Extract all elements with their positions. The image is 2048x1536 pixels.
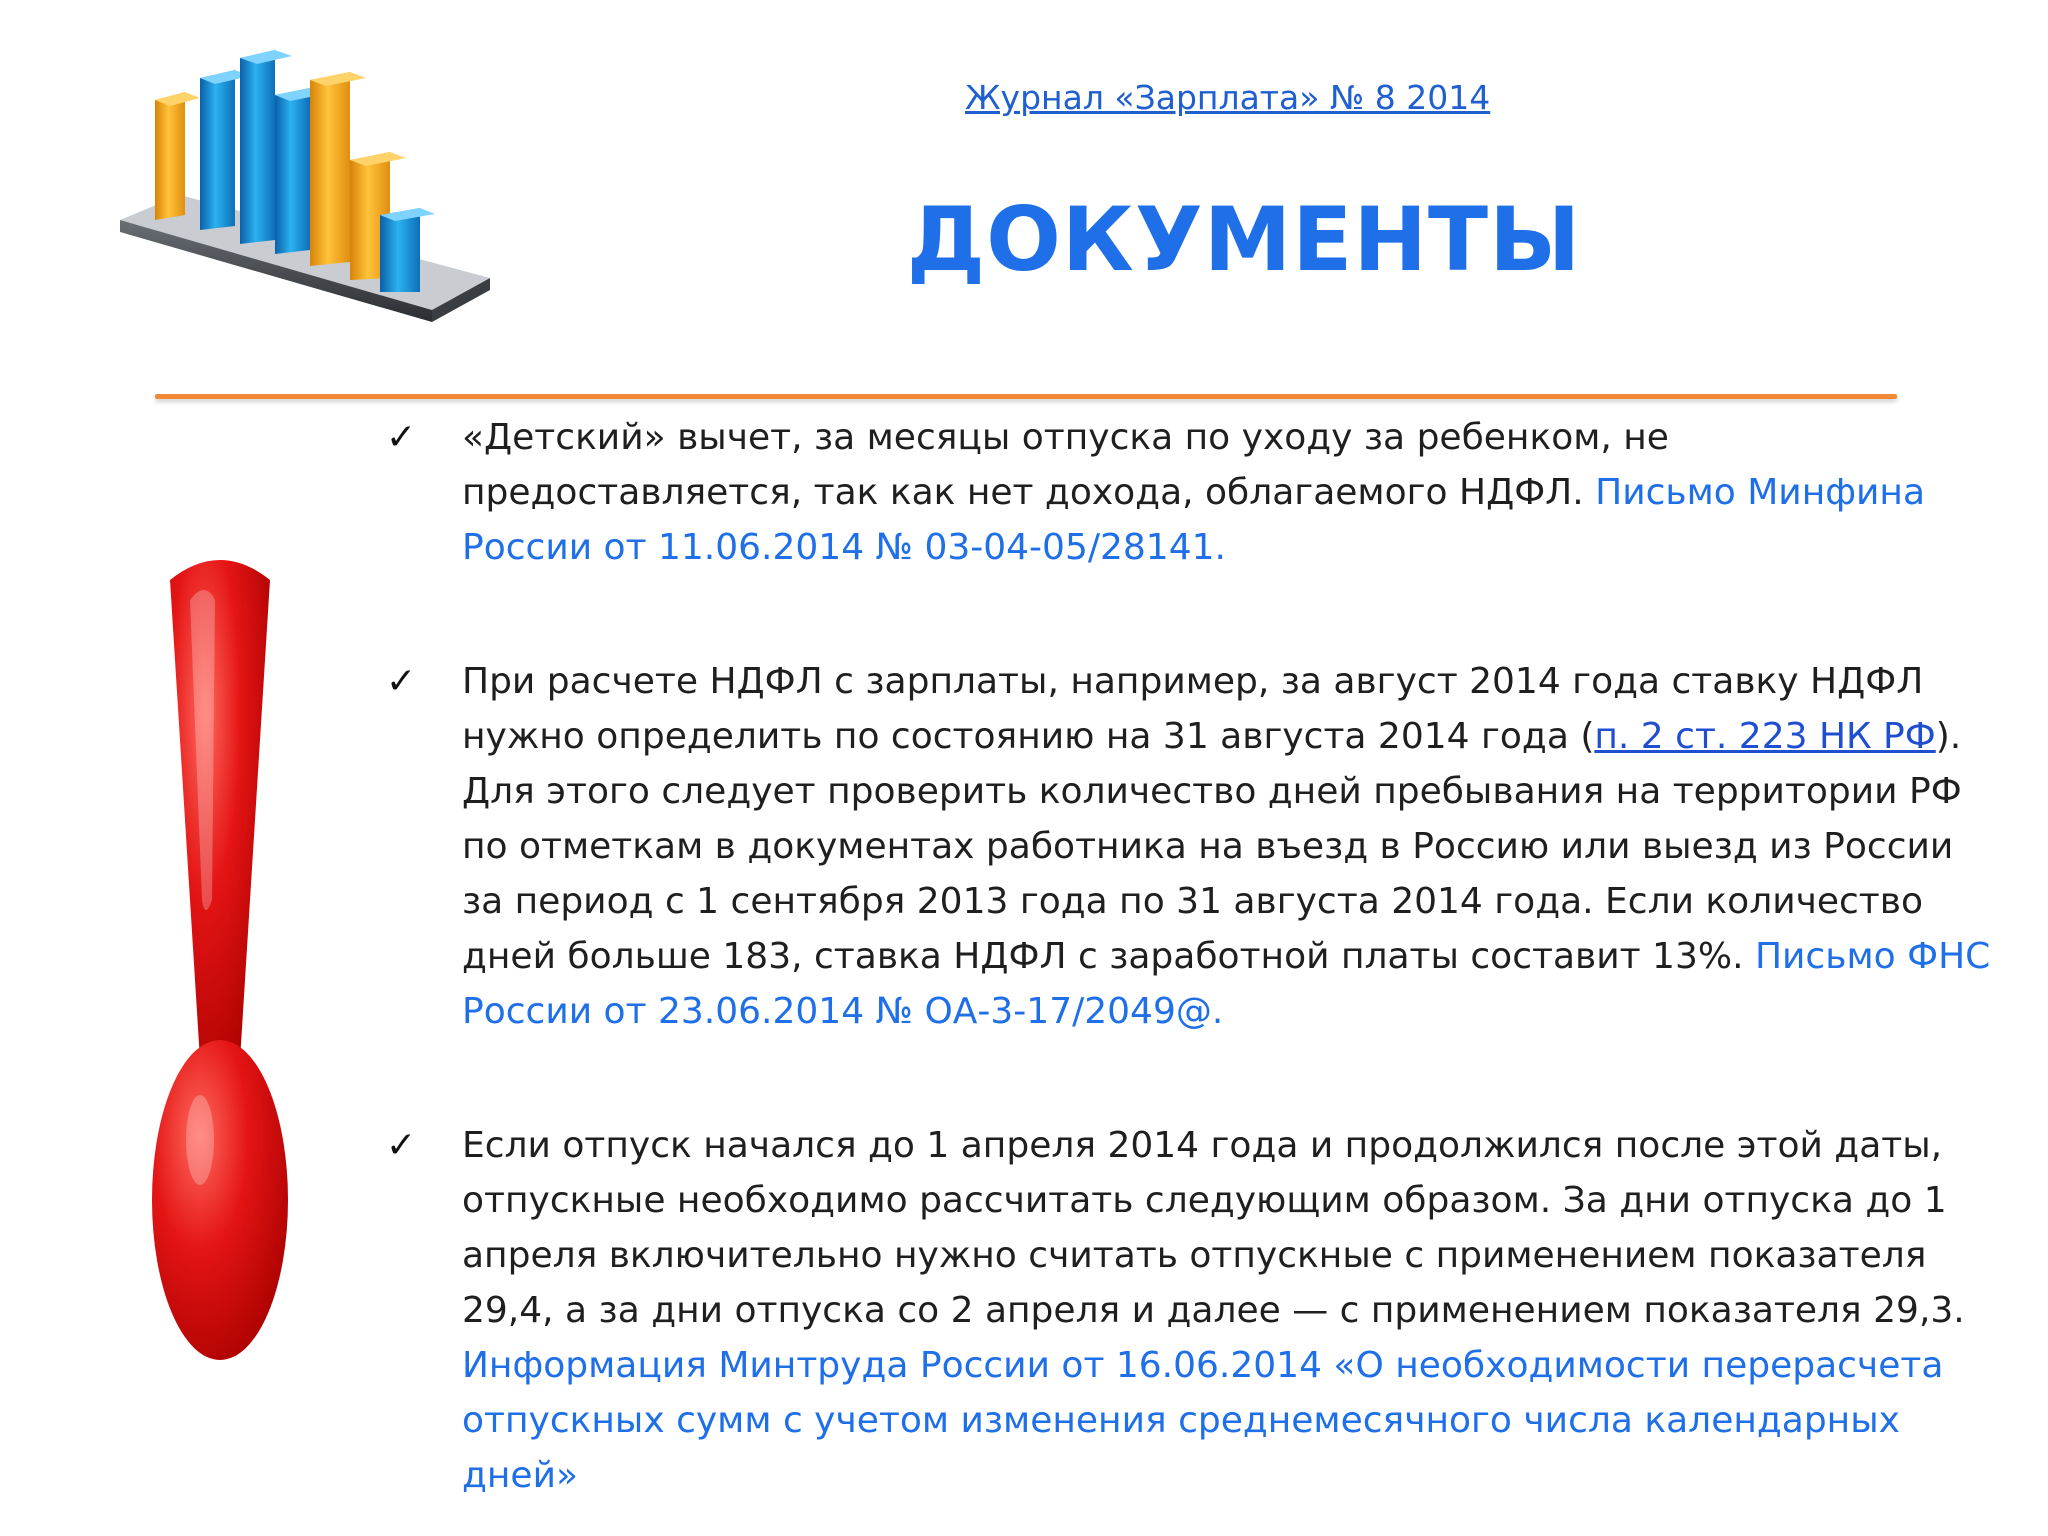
item-text: Если отпуск начался до 1 апреля 2014 года и продолжился после этой даты, отпускные необходимо рассчитать следующим образом. За дни отпуска до 1 апреля включительно нужно считать отпускные с применением показателя 29,4, а за дни отпуска со 2 апреля и далее — с применением показателя 29,3. — [462, 1125, 1965, 1331]
checkmark-icon: ✓ — [386, 661, 417, 702]
law-link[interactable]: п. 2 ст. 223 НК РФ — [1594, 716, 1936, 757]
bar-chart-3d-icon — [110, 30, 510, 340]
item-reference: Письмо ФНС России от 23.06.2014 № ОА-3-17/2049@. — [462, 936, 1991, 1032]
page-title: ДОКУМЕНТЫ — [906, 188, 1582, 291]
item-reference: Информация Минтруда России от 16.06.2014 «О необходимости перерасчета отпускных сумм с учетом изменения среднемесячного числа календарных дней» — [462, 1345, 1944, 1496]
journal-link[interactable]: Журнал «Зарплата» № 8 2014 — [965, 78, 1491, 117]
exclamation-mark-icon — [150, 540, 290, 1380]
bullet-list — [380, 410, 2000, 1503]
item-text-continued: ). Для этого следует проверить количество дней пребывания на территории РФ по отметкам в документах работника на въезд в Россию или выезд из России за период с 1 сентября 2013 года по 31 августа 2014 года. Если количество дней больше 183, ставка НДФЛ с заработной платы составит 13%. — [462, 716, 1962, 977]
list-item — [380, 1118, 2000, 1503]
checkmark-icon: ✓ — [386, 1125, 417, 1166]
item-text: При расчете НДФЛ с зарплаты, например, за август 2014 года ставку НДФЛ нужно определить по состоянию на 31 августа 2014 года ( — [462, 661, 1924, 757]
divider — [155, 394, 1897, 399]
list-item — [380, 654, 2000, 1039]
item-reference: Письмо Минфина России от 11.06.2014 № 03-04-05/28141. — [462, 472, 1926, 568]
checkmark-icon: ✓ — [386, 417, 417, 458]
exclamation-dot — [152, 1040, 288, 1360]
exclamation-bar — [170, 560, 270, 1070]
list-item — [380, 410, 2000, 575]
item-text: «Детский» вычет, за месяцы отпуска по уходу за ребенком, не предоставляется, так как нет дохода, облагаемого НДФЛ. — [462, 417, 1669, 513]
